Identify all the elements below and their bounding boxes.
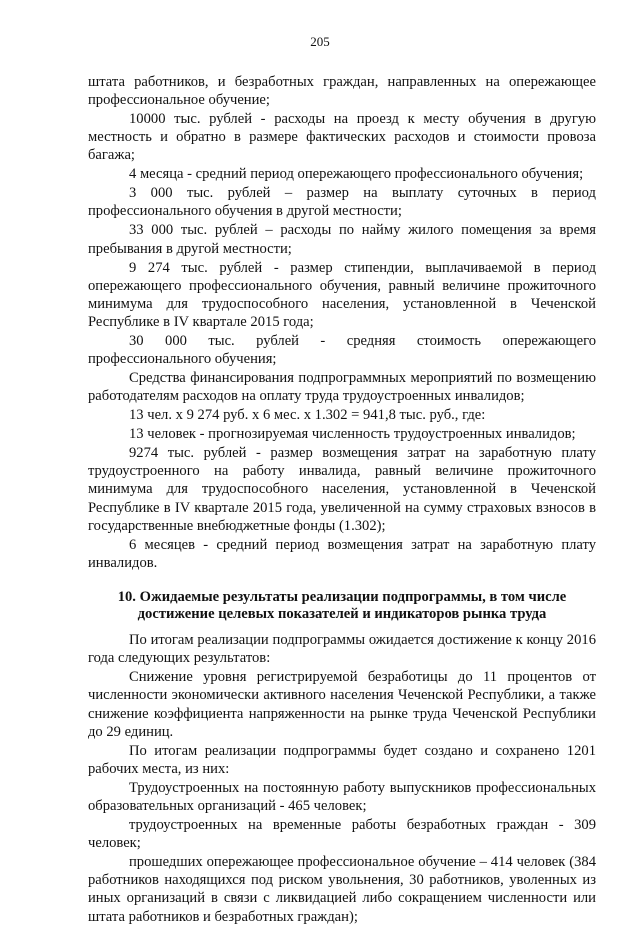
paragraph: По итогам реализации подпрограммы будет создано и сохранено 1201 рабочих места, из них: bbox=[88, 742, 596, 777]
paragraph: 4 месяца - средний период опережающего профессионального обучения; bbox=[129, 166, 584, 183]
paragraph: Средства финансирования подпрограммных мероприятий по возмещению работодателям расходов на оплату труда трудоустроенных инвалидов; bbox=[88, 370, 596, 405]
paragraph: 30 000 тыс. рублей - средняя стоимость опережающего профессионального обучения; bbox=[88, 332, 596, 368]
paragraph: 9 274 тыс. рублей - размер стипендии, выплачиваемой в период опережающего профессионального обучения, равный величине прожиточного минимума для трудоспособного населения, установленной в Чеченской Республике в IV квартале 2015 года; bbox=[88, 259, 596, 331]
section-heading bbox=[88, 589, 596, 622]
document-body bbox=[88, 73, 596, 926]
paragraph: штата работников, и безработных граждан, направленных на опережающее профессиональное обучение; bbox=[88, 74, 596, 109]
paragraph: 33 000 тыс. рублей – расходы по найму жилого помещения за время пребывания в другой местности; bbox=[88, 222, 596, 257]
paragraph: трудоустроенных на временные работы безработных граждан - 309 человек; bbox=[88, 816, 596, 852]
paragraph: 6 месяцев - средний период возмещения затрат на заработную плату инвалидов. bbox=[88, 536, 596, 571]
page-number: 205 bbox=[310, 34, 330, 49]
section-heading-line: 10. Ожидаемые результаты реализации подпрограммы, в том числе bbox=[117, 588, 567, 605]
paragraph: 9274 тыс. рублей - размер возмещения затрат на заработную плату трудоустроенного на работу инвалида, равный величине прожиточного минимума для трудоспособного населения, установленной в Чеченской Республике в IV квартале 2015 года, увеличенной на сумму страховых взносов в государственные внебюджетные фонды (1.302); bbox=[88, 445, 596, 534]
paragraph: 13 чел. х 9 274 руб. х 6 мес. х 1.302 = 941,8 тыс. руб., где: bbox=[129, 407, 486, 424]
paragraph: Снижение уровня регистрируемой безработицы до 11 процентов от численности экономически активного населения Чеченской Республики, а также снижение коэффициента напряженности на рынке труда Чеченской Республики до 29 единиц. bbox=[88, 669, 596, 740]
paragraph: 13 человек - прогнозируемая численность трудоустроенных инвалидов; bbox=[129, 426, 576, 443]
paragraphs-after-heading bbox=[88, 631, 596, 925]
section-heading-line: достижение целевых показателей и индикаторов рынка труда bbox=[137, 605, 547, 622]
paragraphs-before-heading bbox=[88, 73, 596, 572]
paragraph: Трудоустроенных на постоянную работу выпускников профессиональных образовательных организаций - 465 человек; bbox=[88, 779, 596, 814]
paragraph: По итогам реализации подпрограммы ожидается достижение к концу 2016 года следующих результатов: bbox=[88, 632, 596, 667]
paragraph: 3 000 тыс. рублей – размер на выплату суточных в период профессионального обучения в другой местности; bbox=[88, 185, 596, 220]
paragraph: прошедших опережающее профессиональное обучение – 414 человек (384 работников находящихся под риском увольнения, 30 работников, уволенных из иных организаций в связи с ликвидацией либо сокращением численности или штата работников и безработных граждан); bbox=[88, 854, 596, 925]
paragraph: 10000 тыс. рублей - расходы на проезд к месту обучения в другую местность и обратно в размере фактических расходов и стоимости провоза багажа; bbox=[88, 111, 596, 164]
